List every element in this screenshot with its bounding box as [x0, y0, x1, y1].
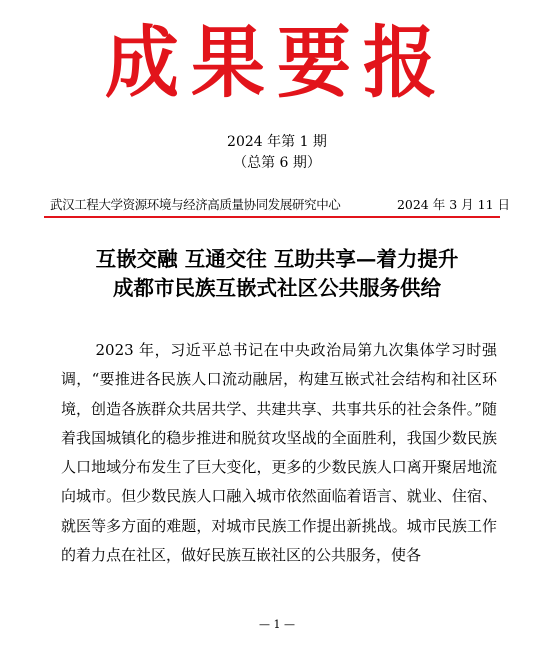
issuer-line — [50, 197, 510, 213]
body-paragraph: 2023 年，习近平总书记在中央政治局第九次集体学习时强调，“要推进各民族人口流动融居，构建互嵌式社会结构和社区环境，创造各族群众共居共学、共建共享、共事共乐的社会条件。”随着我国城镇化的稳步推进和脱贫攻坚战的全面胜利，我国少数民族人口地域分布发生了巨大变化，更多的少数民族人口离开聚居地流向城市。但少数民族人口融入城市依然面临着语言、就业、住宿、就医等多方面的难题，对城市民族工作提出新挑战。城市民族工作的着力点在社区，做好民族互嵌社区的公共服务，使各 — [61, 341, 497, 565]
issuing-organization: 武汉工程大学资源环境与经济高质量协同发展研究中心 — [50, 197, 341, 212]
red-divider-line — [44, 216, 500, 218]
issue-number: 2024 年第 1 期 — [227, 134, 327, 150]
issue-date: 2024 年 3 月 11 日 — [396, 197, 510, 212]
article-title-line-2: 成都市民族互嵌式社区公共服务供给 — [113, 276, 441, 300]
article-title-line-1: 互嵌交融 互通交往 互助共享—着力提升 — [95, 247, 459, 271]
masthead-title: 成果要报 — [105, 17, 449, 109]
page-number: — 1 — — [259, 618, 295, 631]
article-body — [61, 336, 497, 570]
total-issue-number: （总第 6 期） — [233, 155, 321, 171]
